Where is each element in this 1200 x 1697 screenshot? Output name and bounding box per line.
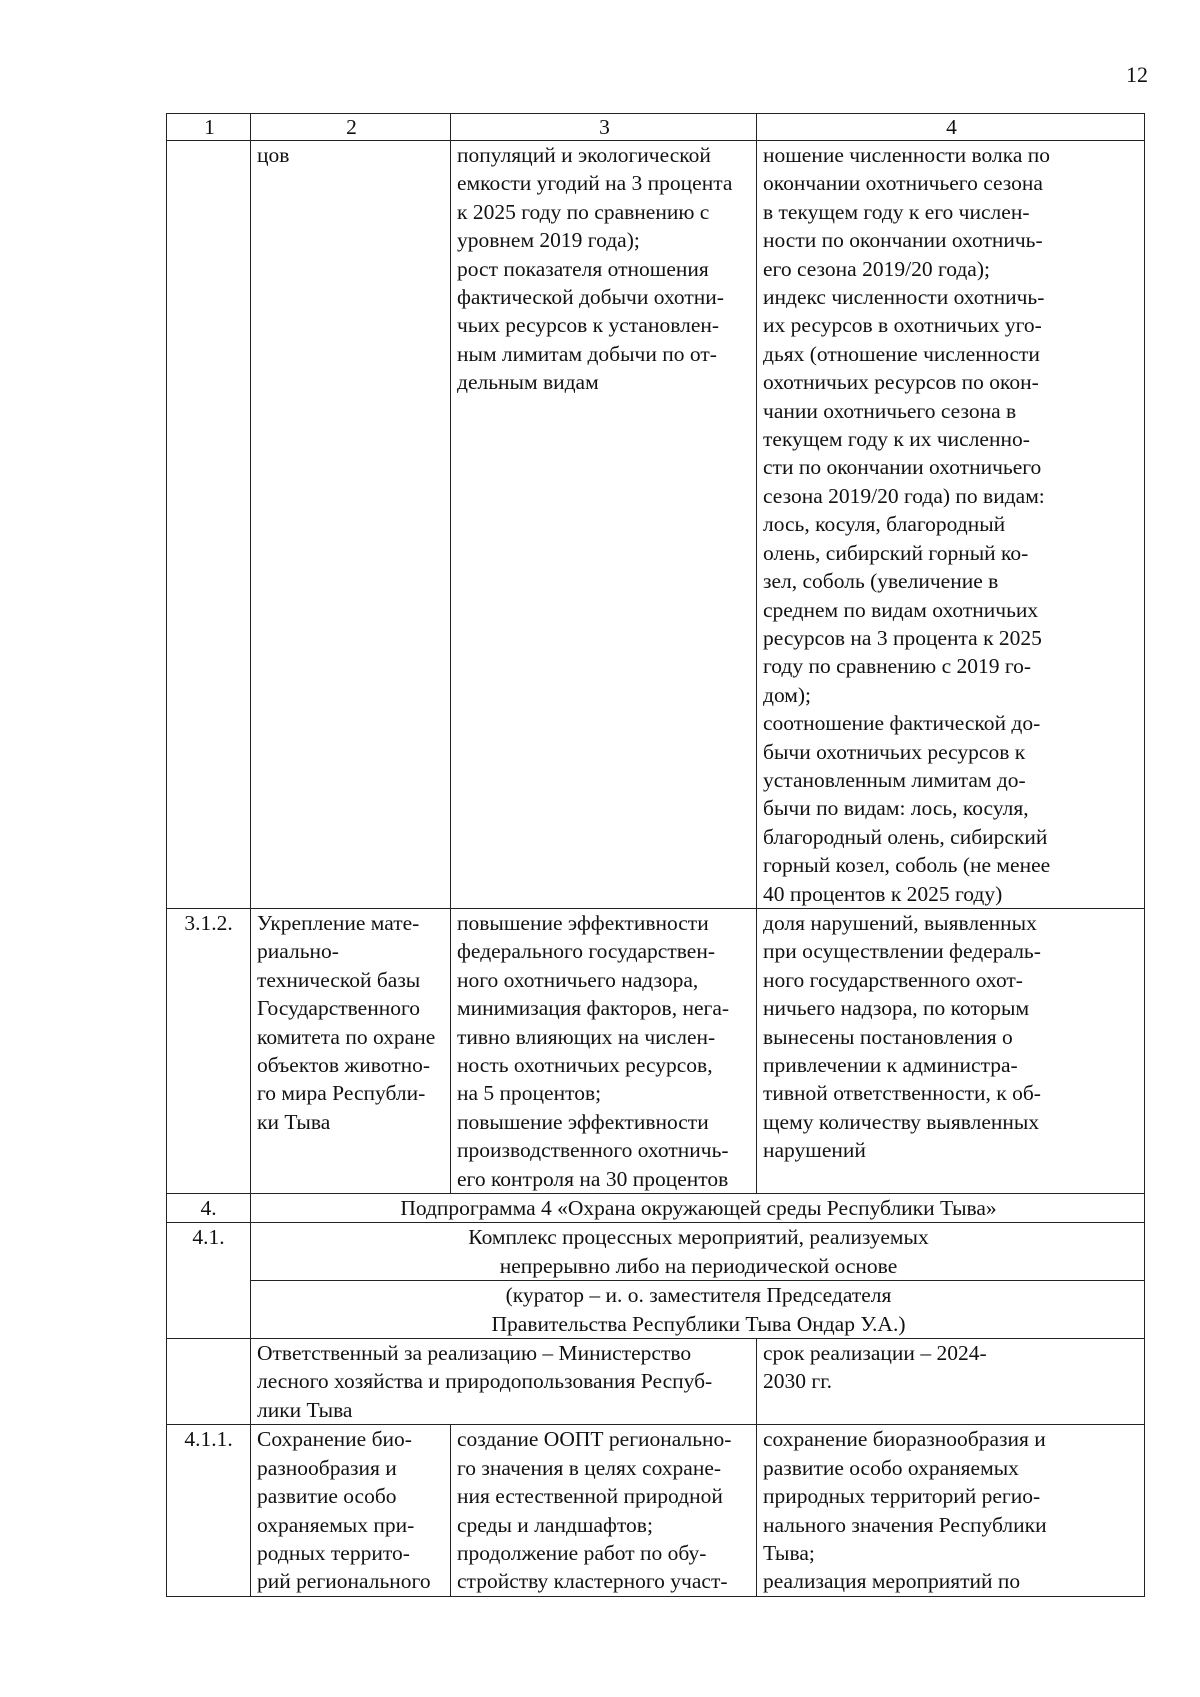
- text-line: Укрепление мате-: [257, 910, 420, 935]
- text-line: их ресурсов в охотничьих уго-: [763, 313, 1042, 338]
- text-line: щему количеству выявленных: [763, 1109, 1040, 1134]
- implementation-term: [757, 1339, 1145, 1425]
- page-number: 12: [1126, 62, 1148, 87]
- table-row: [167, 908, 1145, 1193]
- subprogram-row: [167, 1194, 1145, 1223]
- complex-title: [251, 1223, 1145, 1281]
- text-line: дьях (отношение численности: [763, 341, 1040, 366]
- text-line: реализация мероприятий по: [763, 1569, 1021, 1594]
- text-line: ношение численности волка по: [763, 143, 1051, 167]
- text-line: окончании охотничьего сезона: [763, 171, 1043, 196]
- text-line: привлечении к администра-: [763, 1053, 1018, 1077]
- text-line: популяций и экологической: [457, 143, 711, 167]
- text-line: зел, соболь (увеличение в: [763, 569, 999, 594]
- text-line: 40 процентов к 2025 году): [763, 881, 1003, 906]
- text-line: ного охотничьего надзора,: [457, 967, 699, 992]
- text-line: рост показателя отношения: [457, 256, 709, 281]
- text-line: продолжение работ по обу-: [457, 1540, 707, 1565]
- text-line: Государственного: [257, 996, 421, 1021]
- complex-row: [167, 1223, 1145, 1281]
- text-line: минимизация факторов, нега-: [457, 996, 730, 1021]
- subprogram-title: Подпрограмма 4 «Охрана окружающей среды Республики Тыва»: [251, 1194, 1145, 1223]
- indicator: [757, 1425, 1145, 1596]
- program-table: [166, 113, 1145, 1597]
- text-line: сохранение биоразнообразия и: [763, 1427, 1046, 1452]
- text-line: производственного охотничь-: [457, 1138, 729, 1163]
- text-line: комитета по охране: [257, 1024, 436, 1049]
- text-line: ного государственного охот-: [763, 967, 1023, 992]
- text-line: в текущем году к его числен-: [763, 199, 1030, 224]
- text-line: чьих ресурсов к установлен-: [457, 313, 720, 338]
- text-line: 2030 гг.: [763, 1369, 832, 1394]
- header-cell: 4: [757, 114, 1145, 141]
- text-line: к 2025 году по сравнению с: [457, 199, 710, 224]
- text-line: уровнем 2019 года);: [457, 228, 640, 253]
- text-line: бычи охотничьих ресурсов к: [763, 739, 1026, 764]
- text-line: родных террито-: [257, 1540, 410, 1565]
- text-line: нарушений: [763, 1138, 866, 1163]
- text-line: ки Тыва: [257, 1109, 331, 1134]
- expected-result: [451, 1425, 757, 1596]
- text-line: Правительства Республики Тыва Ондар У.А.): [491, 1311, 906, 1336]
- indicator: [757, 908, 1145, 1193]
- text-line: его сезона 2019/20 года);: [763, 256, 990, 281]
- curator-note: [251, 1281, 1145, 1339]
- header-cell: 3: [451, 114, 757, 141]
- text-line: олень, сибирский горный ко-: [763, 540, 1029, 565]
- text-line: (куратор – и. о. заместителя Председателя: [505, 1283, 892, 1308]
- text-line: емкости угодий на 3 процента: [457, 171, 733, 196]
- text-line: благородный олень, сибирский: [763, 824, 1048, 849]
- text-line: фактической добычи охотни-: [457, 285, 724, 310]
- text-line: на 5 процентов;: [457, 1081, 602, 1106]
- text-line: горный козел, соболь (не менее: [763, 853, 1051, 878]
- text-line: ния естественной природной: [457, 1484, 723, 1509]
- text-line: дельным видам: [457, 370, 599, 395]
- text-line: цов: [257, 143, 290, 167]
- text-line: создание ООПТ регионально-: [457, 1427, 732, 1452]
- text-line: го значения в целях сохране-: [457, 1455, 722, 1480]
- responsible-executor: [251, 1339, 757, 1425]
- text-line: ничьего надзора, по которым: [763, 996, 1030, 1021]
- text-line: лось, косуля, благородный: [763, 512, 1006, 537]
- table-row: [167, 1425, 1145, 1596]
- table-row: [167, 141, 1145, 909]
- text-line: го мира Республи-: [257, 1081, 426, 1106]
- text-line: ности по окончании охотничь-: [763, 228, 1043, 253]
- text-line: технической базы: [257, 967, 421, 992]
- text-line: природных территорий регио-: [763, 1484, 1041, 1509]
- text-line: федерального государствен-: [457, 939, 715, 964]
- text-line: текущем году к их численно-: [763, 427, 1030, 452]
- text-line: среды и ландшафтов;: [457, 1512, 653, 1537]
- text-line: дом);: [763, 682, 812, 707]
- row-number: 4.: [167, 1194, 251, 1223]
- text-line: бычи по видам: лось, косуля,: [763, 796, 1029, 821]
- text-line: индекс численности охотничь-: [763, 285, 1045, 310]
- measure-name: [251, 141, 451, 909]
- text-line: срок реализации – 2024-: [763, 1341, 987, 1366]
- expected-result: [451, 908, 757, 1193]
- text-line: ность охотничьих ресурсов,: [457, 1053, 713, 1077]
- text-line: риально-: [257, 939, 339, 964]
- text-line: Комплекс процессных мероприятий, реализуемых: [468, 1225, 929, 1250]
- text-line: году по сравнению с 2019 го-: [763, 654, 1032, 679]
- text-line: стройству кластерного участ-: [457, 1569, 728, 1594]
- text-line: объектов животно-: [257, 1053, 431, 1077]
- header-row: [167, 114, 1145, 141]
- text-line: рий регионального: [257, 1569, 431, 1594]
- row-number: [167, 141, 251, 909]
- text-line: его контроля на 30 процентов: [457, 1166, 729, 1191]
- expected-result: [451, 141, 757, 909]
- row-number: 4.1.: [167, 1223, 251, 1339]
- text-line: развитие особо: [257, 1484, 397, 1509]
- text-line: вынесены постановления о: [763, 1024, 1013, 1049]
- responsible-row: [167, 1339, 1145, 1425]
- text-line: охраняемых при-: [257, 1512, 415, 1537]
- text-line: тивно влияющих на числен-: [457, 1024, 716, 1049]
- text-line: сти по окончании охотничьего: [763, 455, 1042, 480]
- measure-name: [251, 1425, 451, 1596]
- text-line: среднем по видам охотничьих: [763, 597, 1039, 622]
- text-line: повышение эффективности: [457, 910, 709, 935]
- text-line: охотничьих ресурсов по окон-: [763, 370, 1039, 395]
- text-line: Ответственный за реализацию – Министерство: [257, 1341, 692, 1366]
- header-cell: 2: [251, 114, 451, 141]
- row-number: 3.1.2.: [167, 908, 251, 1193]
- curator-row: [167, 1281, 1145, 1339]
- text-line: повышение эффективности: [457, 1109, 709, 1134]
- row-number: [167, 1339, 251, 1425]
- text-line: доля нарушений, выявленных: [763, 910, 1037, 935]
- text-line: Тыва;: [763, 1540, 815, 1565]
- text-line: разнообразия и: [257, 1455, 397, 1480]
- header-cell: 1: [167, 114, 251, 141]
- text-line: развитие особо охраняемых: [763, 1455, 1019, 1480]
- text-line: тивной ответственности, к об-: [763, 1081, 1041, 1106]
- text-line: установленным лимитам до-: [763, 767, 1026, 792]
- row-number: 4.1.1.: [167, 1425, 251, 1596]
- text-line: чании охотничьего сезона в: [763, 398, 1017, 423]
- text-line: ресурсов на 3 процента к 2025: [763, 625, 1042, 650]
- indicator: [757, 141, 1145, 909]
- text-line: сезона 2019/20 года) по видам:: [763, 483, 1045, 508]
- text-line: нального значения Республики: [763, 1512, 1047, 1537]
- text-line: при осуществлении федераль-: [763, 939, 1041, 964]
- text-line: ным лимитам добычи по от-: [457, 341, 717, 366]
- text-line: лесного хозяйства и природопользования Респуб-: [257, 1369, 713, 1394]
- text-line: соотношение фактической до-: [763, 711, 1041, 736]
- measure-name: [251, 908, 451, 1193]
- text-line: непрерывно либо на периодической основе: [499, 1253, 898, 1278]
- text-line: лики Тыва: [257, 1397, 353, 1422]
- text-line: Сохранение био-: [257, 1427, 412, 1452]
